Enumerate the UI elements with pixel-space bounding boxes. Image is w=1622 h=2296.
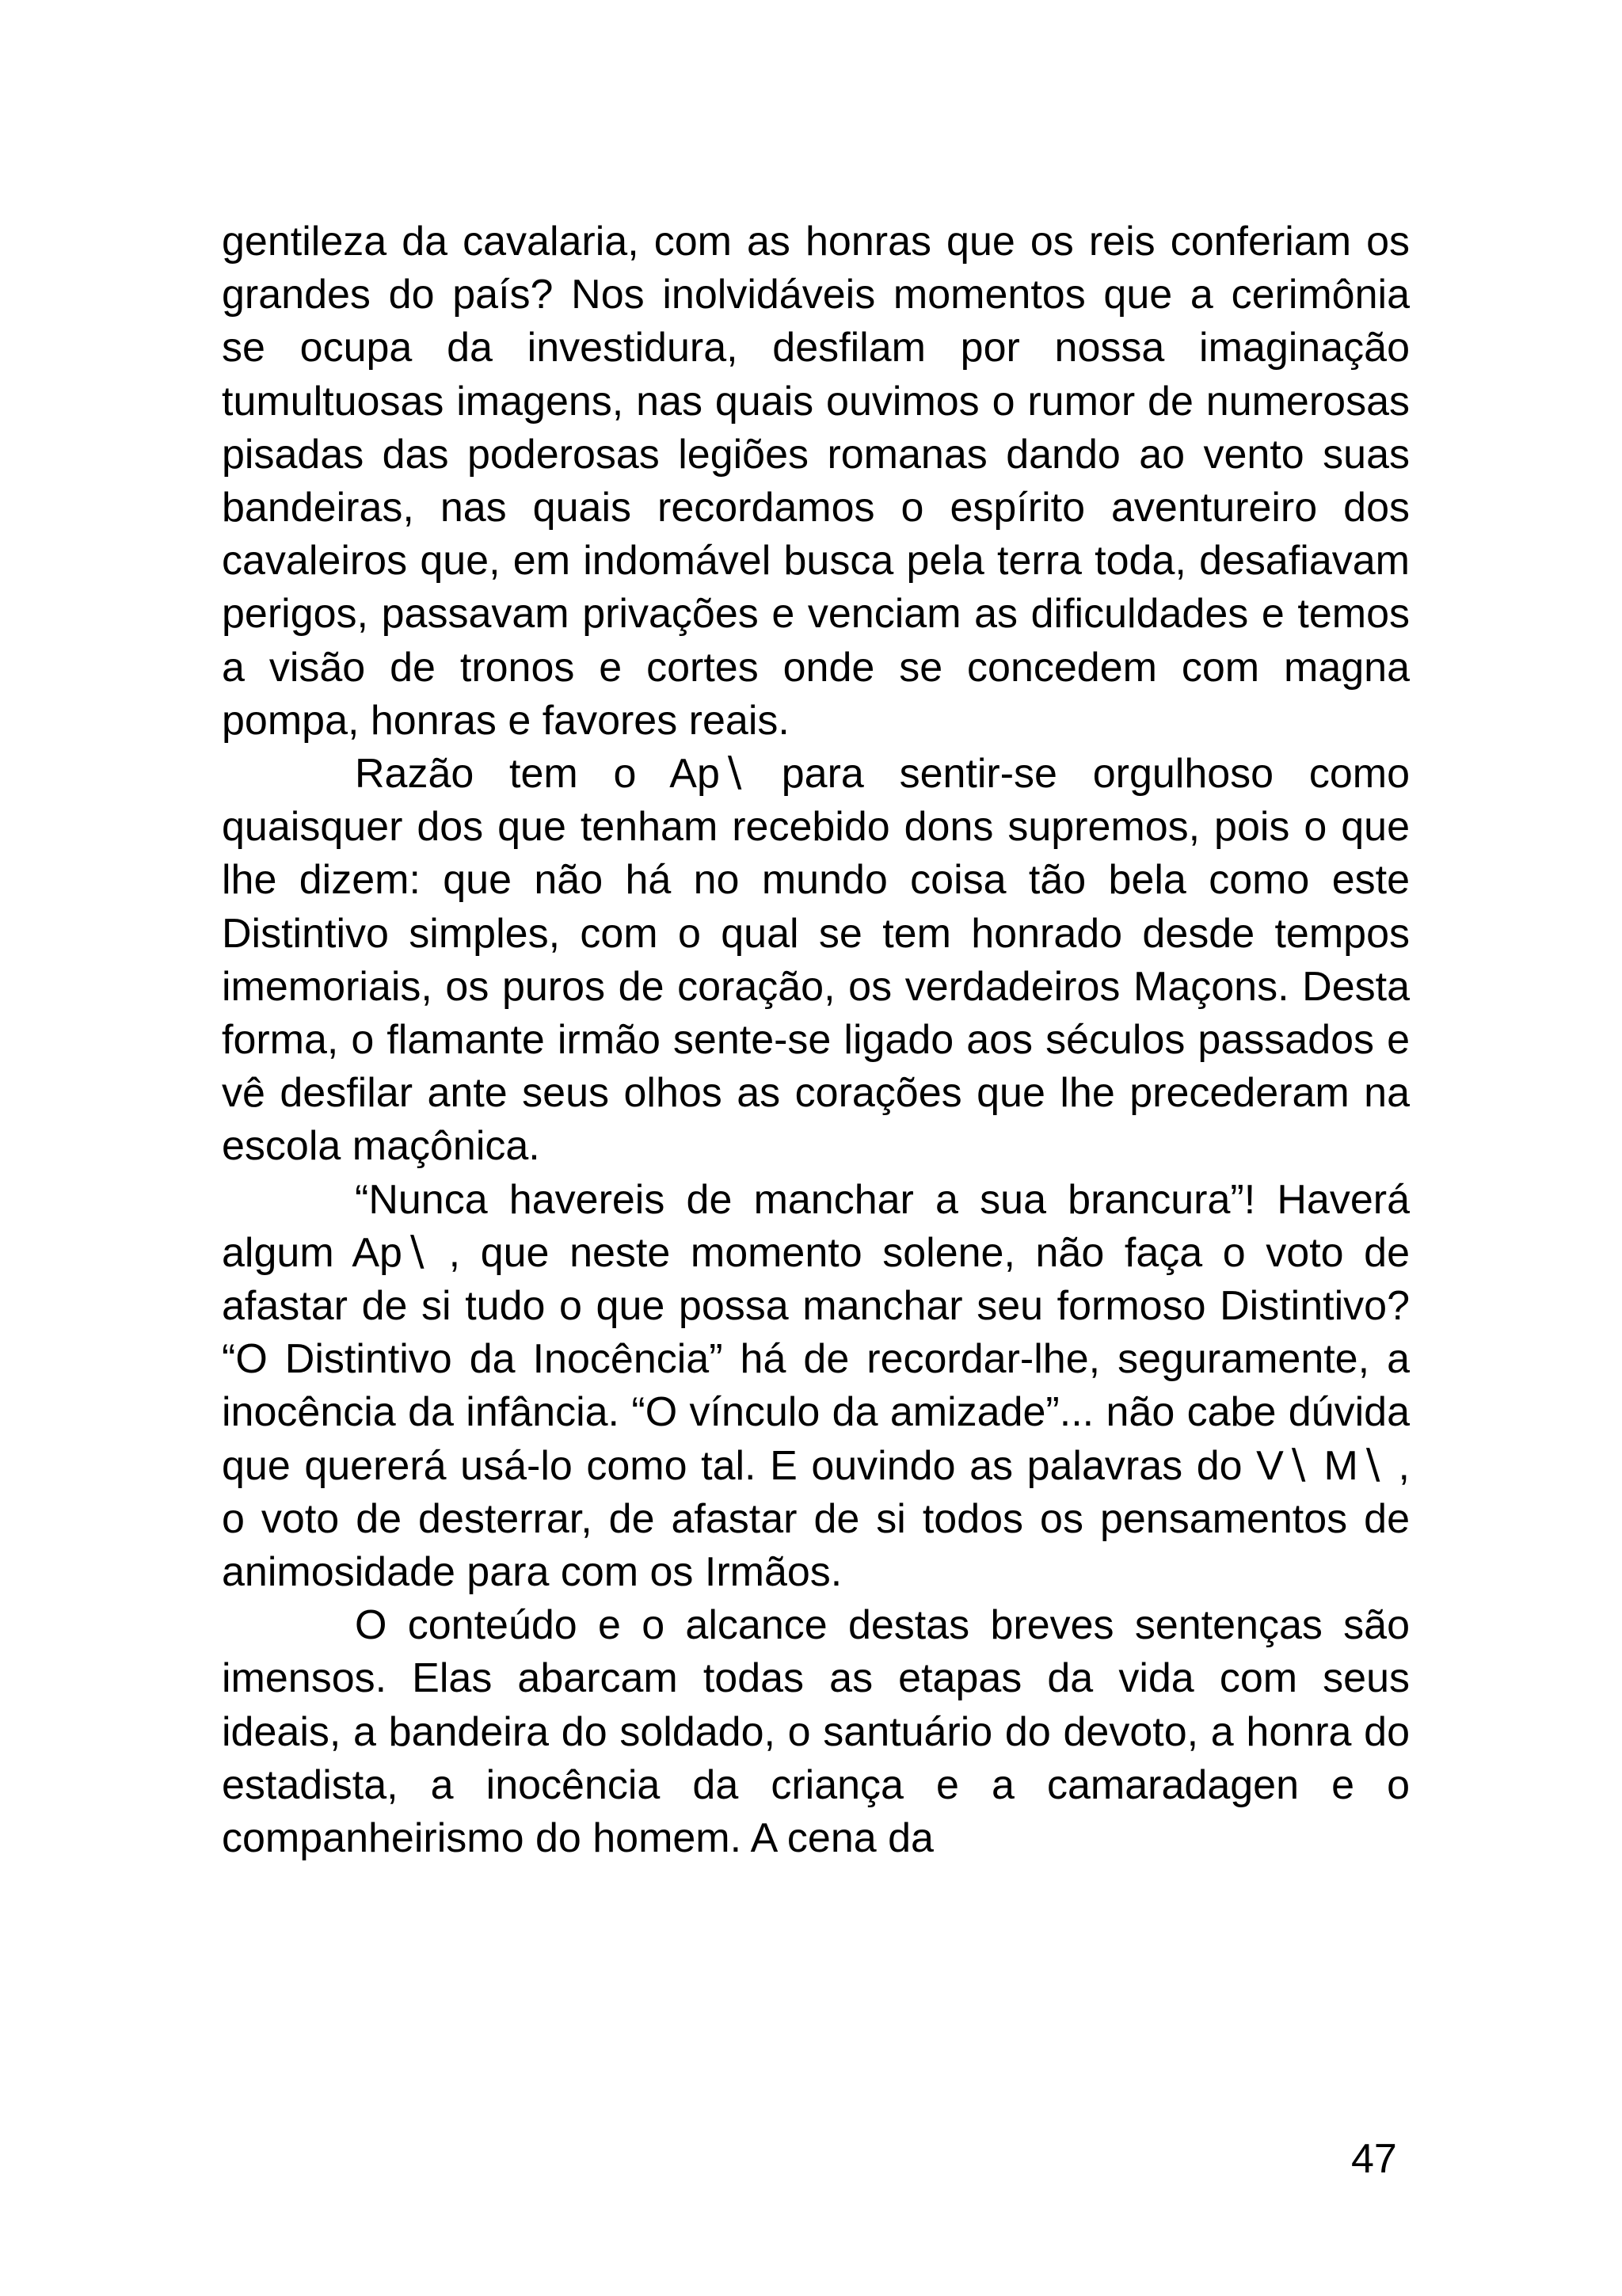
paragraph: gentileza da cavalaria, com as honras que os reis conferiam os grandes do país? Nos inolvidáveis momentos que a cerimônia se ocupa da investidura, desfilam por nossa imaginação tumultuosas imagens, nas quais ouvimos o rumor de numerosas pisadas das poderosas legiões romanas dando ao vento suas bandeiras, nas quais recordamos o espírito aventureiro dos cavaleiros que, em indomável busca pela terra toda, desafiavam perigos, passavam privações e venciam as dificuldades e temos a visão de tronos e cortes onde se concedem com magna pompa, honras e favores reais. [222, 219, 1410, 744]
paragraph: Razão tem o Ap∖ para sentir-se orgulhoso como quaisquer dos que tenham recebido dons supremos, pois o que lhe dizem: que não há no mundo coisa tão bela como este Distintivo simples, com o qual se tem honrado desde tempos imemoriais, os puros de coração, os verdadeiros Maçons. Desta forma, o flamante irmão sente-se ligado aos séculos passados e vê desfilar ante seus olhos as corações que lhe precederam na escola maçônica. [222, 751, 1410, 1170]
page-body [222, 215, 1410, 1865]
paragraph: O conteúdo e o alcance destas breves sentenças são imensos. Elas abarcam todas as etapas da vida com seus ideais, a bandeira do soldado, o santuário do devoto, a honra do estadista, a inocência da criança e a camaradagen e o companheirismo do homem. A cena da [222, 1602, 1410, 1862]
page-number: 47 [1351, 2136, 1397, 2182]
paragraph: “Nunca havereis de manchar a sua brancura”! Haverá algum Ap∖ , que neste momento solene, não faça o voto de afastar de si tudo o que possa manchar seu formoso Distintivo? “O Distintivo da Inocência” há de recordar-lhe, seguramente, a inocência da infância. “O vínculo da amizade”... não cabe dúvida que quererá usá-lo como tal. E ouvindo as palavras do V∖ M∖ , o voto de desterrar, de afastar de si todos os pensamentos de animosidade para com os Irmãos. [222, 1176, 1410, 1596]
